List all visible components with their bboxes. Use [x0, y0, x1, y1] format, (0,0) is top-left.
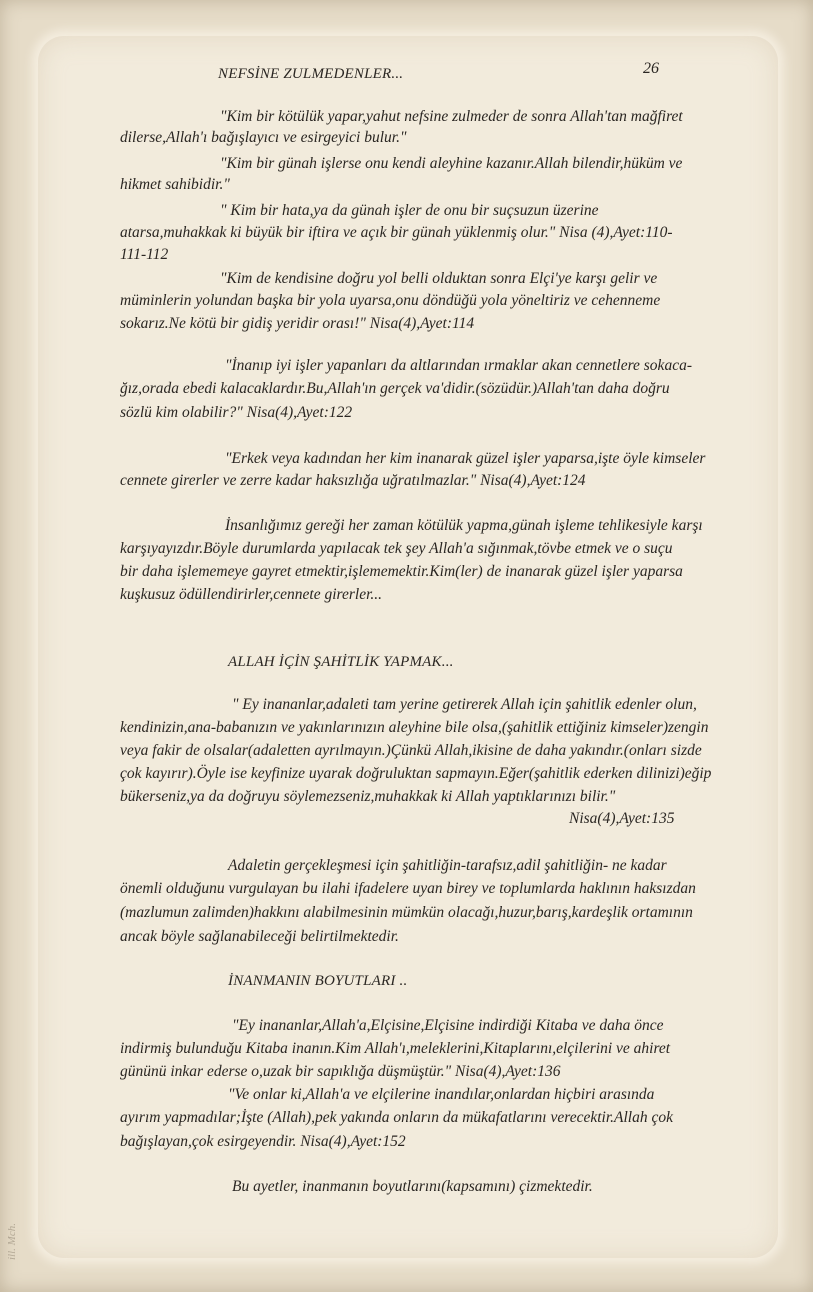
text-line: "Kim de kendisine doğru yol belli olduktan sonra Elçi'ye karşı gelir ve: [220, 270, 658, 287]
text-line: sözlü kim olabilir?" Nisa(4),Ayet:122: [120, 404, 353, 421]
text-line: bağışlayan,çok esirgeyendir. Nisa(4),Ayet:152: [120, 1133, 406, 1150]
page-number: 26: [643, 60, 659, 77]
text-line: "İnanıp iyi işler yapanları da altlarından ırmaklar akan cennetlere sokaca-: [225, 357, 692, 374]
running-head: NEFSİNE ZULMEDENLER...: [218, 66, 404, 82]
text-line: "Ey inananlar,Allah'a,Elçisine,Elçisine indirdiği Kitaba ve daha önce: [232, 1017, 664, 1034]
text-line: dilerse,Allah'ı bağışlayıcı ve esirgeyici bulur.": [120, 129, 407, 146]
text-line: önemli olduğunu vurgulayan bu ilahi ifadelere uyan birey ve toplumlarda haklının haksızdan: [120, 880, 696, 897]
text-line: cennete girerler ve zerre kadar haksızlığa uğratılmazlar." Nisa(4),Ayet:124: [120, 472, 586, 489]
text-line: ğız,orada ebedi kalacaklardır.Bu,Allah'ın gerçek va'didir.(sözüdür.)Allah'tan daha doğru: [120, 380, 670, 397]
text-line: Adaletin gerçekleşmesi için şahitliğin-tarafsız,adil şahitliğin- ne kadar: [228, 857, 667, 874]
text-line: "Kim bir günah işlerse onu kendi aleyhine kazanır.Allah bilendir,hüküm ve: [220, 155, 683, 172]
text-line: "Ve onlar ki,Allah'a ve elçilerine inandılar,onlardan hiçbiri arasında: [228, 1086, 655, 1103]
section-heading: ALLAH İÇİN ŞAHİTLİK YAPMAK...: [228, 654, 454, 670]
text-line: bir daha işlememeye gayret etmektir,işlememektir.Kim(ler) de inanarak güzel işler yaparsa: [120, 563, 683, 580]
text-line: (mazlumun zalimden)hakkını alabilmesinin mümkün olacağı,huzur,barış,kardeşlik ortamının: [120, 904, 693, 921]
text-line: veya fakir de olsalar(adaletten ayrılmayın.)Çünkü Allah,ikisine de daha yakındır.(onları sizde: [120, 742, 702, 759]
text-line: ayırım yapmadılar;İşte (Allah),pek yakında onların da mükafatlarını verecektir.Allah çok: [120, 1109, 673, 1126]
text-line: "Kim bir kötülük yapar,yahut nefsine zulmeder de sonra Allah'tan mağfiret: [220, 108, 683, 125]
text-line: Bu ayetler, inanmanın boyutlarını(kapsamını) çizmektedir.: [232, 1178, 593, 1195]
text-line: Nisa(4),Ayet:135: [569, 810, 675, 827]
text-line: kendinizin,ana-babanızın ve yakınlarınızın aleyhine bile olsa,(şahitlik ettiğiniz kimseler)zengin: [120, 719, 709, 736]
text-line: karşıyayızdır.Böyle durumlarda yapılacak tek şey Allah'a sığınmak,tövbe etmek ve o suçu: [120, 540, 673, 557]
text-line: kuşkusuz ödüllendirirler,cennete girerler...: [120, 586, 383, 603]
text-line: İnsanlığımız gereği her zaman kötülük yapma,günah işleme tehlikesiyle karşı: [225, 517, 703, 534]
text-line: "Erkek veya kadından her kim inanarak güzel işler yaparsa,işte öyle kimseler: [225, 450, 706, 467]
text-line: indirmiş bulunduğu Kitaba inanın.Kim Allah'ı,meleklerini,Kitaplarını,elçilerini ve ahiret: [120, 1040, 671, 1057]
text-line: hikmet sahibidir.": [120, 176, 230, 193]
text-line: ancak böyle sağlanabileceği belirtilmektedir.: [120, 928, 399, 945]
text-line: sokarız.Ne kötü bir gidiş yeridir orası!" Nisa(4),Ayet:114: [120, 315, 475, 332]
text-line: " Kim bir hata,ya da günah işler de onu bir suçsuzun üzerine: [220, 202, 599, 219]
text-line: " Ey inananlar,adaleti tam yerine getirerek Allah için şahitlik edenler olun,: [232, 696, 697, 713]
text-line: bükerseniz,ya da doğruyu söylemezseniz,muhakkak ki Allah yaptıklarınızı bilir.": [120, 788, 616, 805]
margin-annotation: ill. Mch.: [6, 1223, 18, 1260]
text-line: müminlerin yolundan başka bir yola uyarsa,onu döndüğü yola yöneltiriz ve cehenneme: [120, 292, 661, 309]
text-line: 111-112: [120, 246, 169, 263]
text-line: çok kayırır).Öyle ise keyfinize uyarak doğruluktan sapmayın.Eğer(şahitlik ederken dilinizi)eğip: [120, 765, 712, 782]
text-line: atarsa,muhakkak ki büyük bir iftira ve açık bir günah yüklenmiş olur." Nisa (4),Ayet:110-: [120, 224, 673, 241]
section-heading: İNANMANIN BOYUTLARI ..: [228, 973, 408, 989]
text-line: gününü inkar ederse o,uzak bir sapıklığa düşmüştür." Nisa(4),Ayet:136: [120, 1063, 561, 1080]
